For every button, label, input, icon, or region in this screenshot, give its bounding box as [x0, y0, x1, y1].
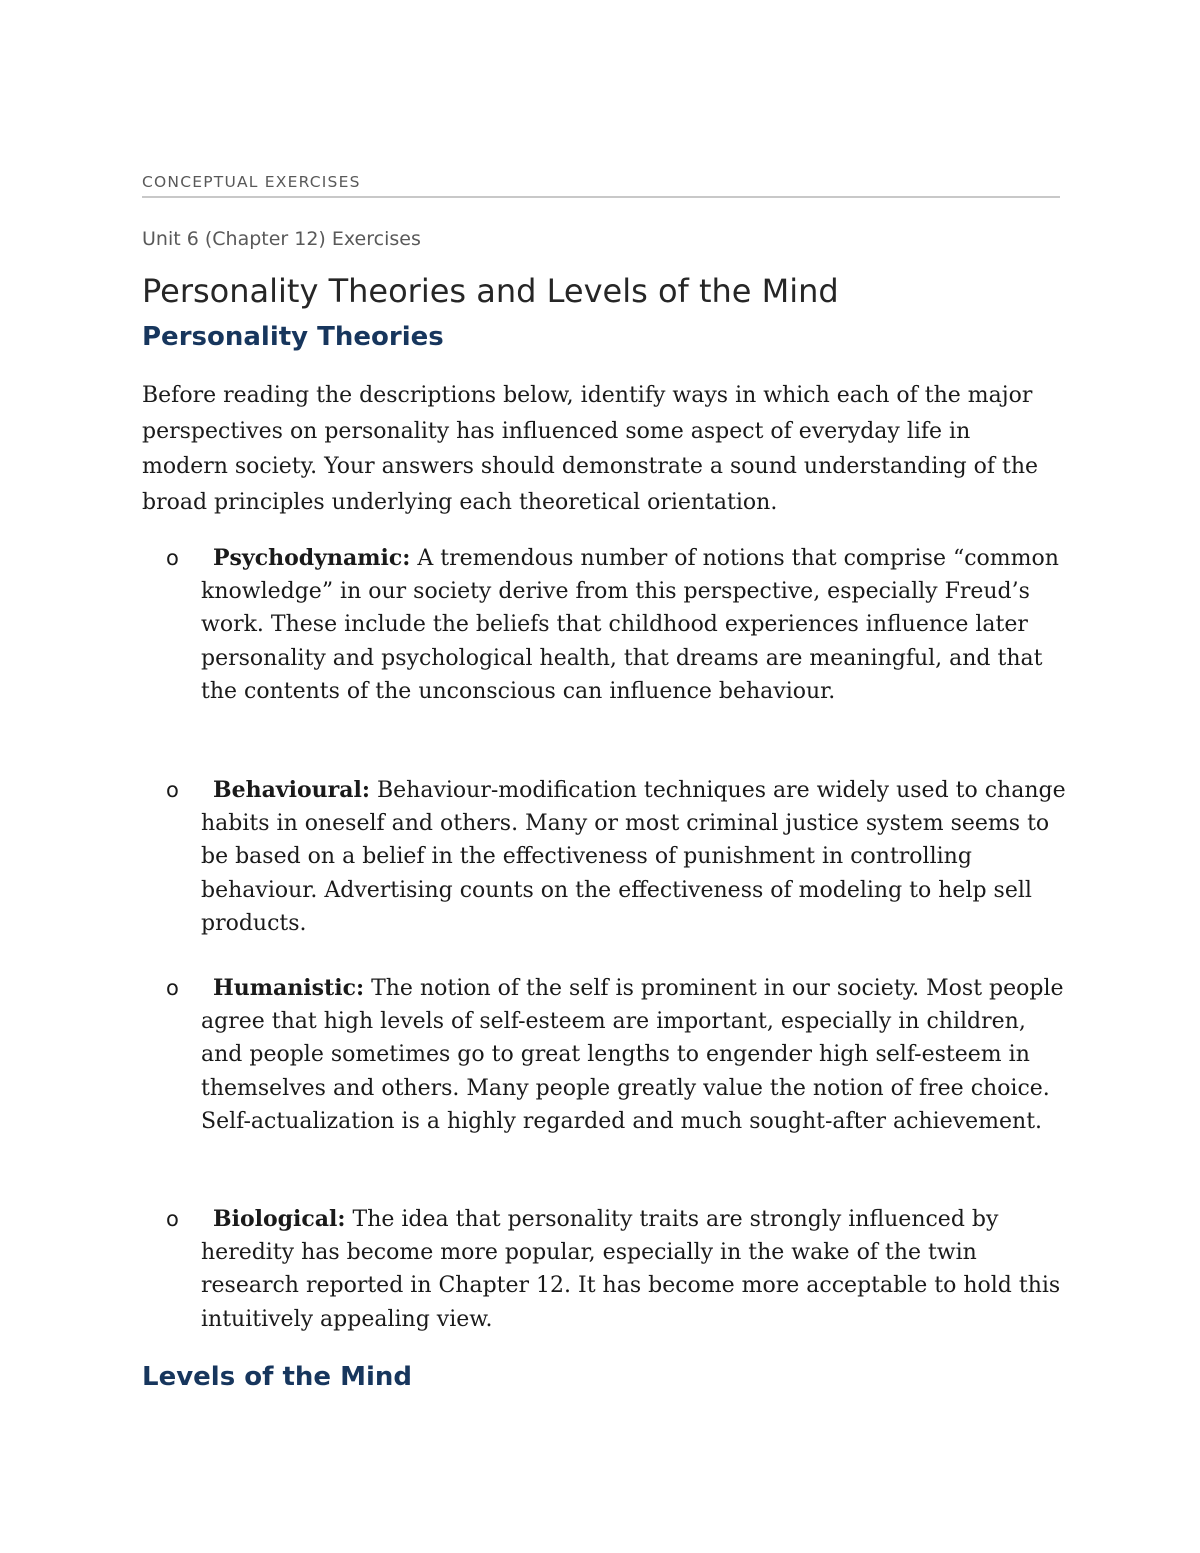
list-item-description: The notion of the self is prominent in our society. Most people agree that high levels of self-esteem are important, especially in children, and people sometimes go to great lengths to engender high self-esteem in themselves and others. Many people greatly value the notion of free choice. Self-actualization is a highly regarded and much sought-after achievement. — [201, 976, 1064, 1134]
bullet-icon: o — [166, 976, 179, 1000]
list-item-term: Humanistic: — [213, 975, 365, 1001]
list-item-text — [201, 972, 1066, 1138]
unit-subtitle: Unit 6 (Chapter 12) Exercises — [142, 228, 421, 250]
bullet-icon: o — [166, 1207, 179, 1231]
section-heading-levels-of-the-mind: Levels of the Mind — [142, 1362, 412, 1392]
bullet-icon: o — [166, 546, 179, 570]
list-item-term: Psychodynamic: — [213, 545, 411, 571]
header-divider — [142, 196, 1060, 198]
section-heading-personality-theories: Personality Theories — [142, 322, 444, 352]
header-label: CONCEPTUAL EXERCISES — [142, 173, 361, 191]
bullet-icon: o — [166, 778, 179, 802]
page-title: Personality Theories and Levels of the Mind — [142, 272, 839, 310]
intro-paragraph: Before reading the descriptions below, identify ways in which each of the major perspectives on personality has influenced some aspect of everyday life in modern society. Your answers should demonstrate a sound understanding of the broad principles underlying each theoretical orientation. — [142, 383, 1039, 515]
list-item-text — [201, 774, 1066, 940]
list-item-description: The idea that personality traits are strongly influenced by heredity has become more popular, especially in the wake of the twin research reported in Chapter 12. It has become more acceptable to hold this intuitively appealing view. — [201, 1207, 1061, 1332]
list-item-text — [201, 1203, 1066, 1336]
list-item-term: Biological: — [213, 1206, 346, 1232]
list-item-description: Behaviour-modification techniques are widely used to change habits in oneself and others. Many or most criminal justice system seems to be based on a belief in the effectiveness of punishment in controlling behaviour. Advertising counts on the effectiveness of modeling to help sell products. — [201, 778, 1066, 936]
list-item-term: Behavioural: — [213, 777, 370, 803]
list-item-description: A tremendous number of notions that comprise “common knowledge” in our society derive from this perspective, especially Freud’s work. These include the beliefs that childhood experiences influence later personality and psychological health, that dreams are meaningful, and that the contents of the unconscious can influence behaviour. — [201, 546, 1059, 704]
list-item-text — [201, 542, 1066, 708]
